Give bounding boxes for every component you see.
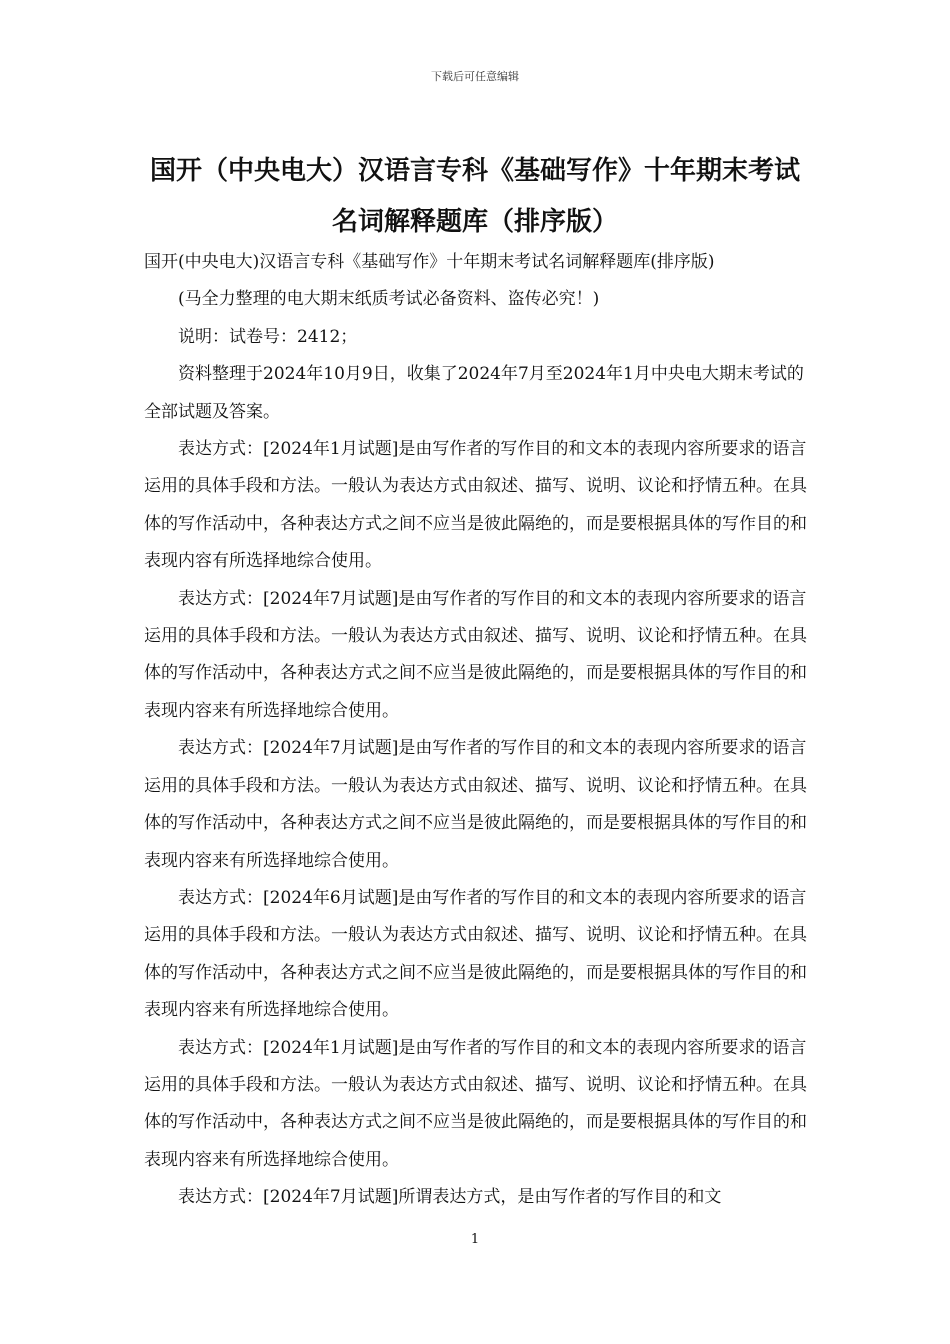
paper-number-paragraph: 说明：试卷号：2412； xyxy=(178,326,358,347)
subtitle-paragraph: 国开(中央电大)汉语言专科《基础写作》十年期末考试名词解释题库(排序版) xyxy=(144,252,715,272)
definition-paragraph: 表达方式：[2024年7月试题]是由写作者的写作目的和文本的表现内容所要求的语言运用的具体手段和方法。一般认为表达方式由叙述、描写、说明、议论和抒情五种。在具体的写作活动中，各种表达方式之间不应当是彼此隔绝的，而是要根据具体的写作目的和表现内容来有所选择地综合使用。 xyxy=(144,738,807,871)
collection-info-paragraph: 资料整理于2024年10月9日，收集了2024年7月至2024年1月中央电大期末考试的全部试题及答案。 xyxy=(144,364,804,422)
definition-paragraph: 表达方式：[2024年1月试题]是由写作者的写作目的和文本的表现内容所要求的语言运用的具体手段和方法。一般认为表达方式由叙述、描写、说明、议论和抒情五种。在具体的写作活动中，各种表达方式之间不应当是彼此隔绝的，而是要根据具体的写作目的和表现内容来有所选择地综合使用。 xyxy=(144,1037,807,1170)
document-title-line-1: 国开（中央电大）汉语言专科《基础写作》十年期末考试 xyxy=(149,156,800,186)
header-note: 下载后可任意编辑 xyxy=(431,70,519,83)
definition-paragraph: 表达方式：[2024年1月试题]是由写作者的写作目的和文本的表现内容所要求的语言运用的具体手段和方法。一般认为表达方式由叙述、描写、说明、议论和抒情五种。在具体的写作活动中，各种表达方式之间不应当是彼此隔绝的，而是要根据具体的写作目的和表现内容有所选择地综合使用。 xyxy=(144,439,807,572)
definition-paragraph: 表达方式：[2024年7月试题]是由写作者的写作目的和文本的表现内容所要求的语言运用的具体手段和方法。一般认为表达方式由叙述、描写、说明、议论和抒情五种。在具体的写作活动中，各种表达方式之间不应当是彼此隔绝的，而是要根据具体的写作目的和表现内容来有所选择地综合使用。 xyxy=(144,588,807,721)
copyright-note-paragraph: (马全力整理的电大期末纸质考试必备资料、盗传必究！) xyxy=(178,289,600,310)
definition-paragraph: 表达方式：[2024年6月试题]是由写作者的写作目的和文本的表现内容所要求的语言运用的具体手段和方法。一般认为表达方式由叙述、描写、说明、议论和抒情五种。在具体的写作活动中，各种表达方式之间不应当是彼此隔绝的，而是要根据具体的写作目的和表现内容来有所选择地综合使用。 xyxy=(144,887,807,1021)
document-body xyxy=(144,244,814,1217)
definition-paragraph: 表达方式：[2024年7月试题]所谓表达方式，是由写作者的写作目的和文 xyxy=(178,1187,722,1208)
document-title-line-2: 名词解释题库（排序版） xyxy=(331,207,618,237)
page-number: 1 xyxy=(470,1232,480,1247)
